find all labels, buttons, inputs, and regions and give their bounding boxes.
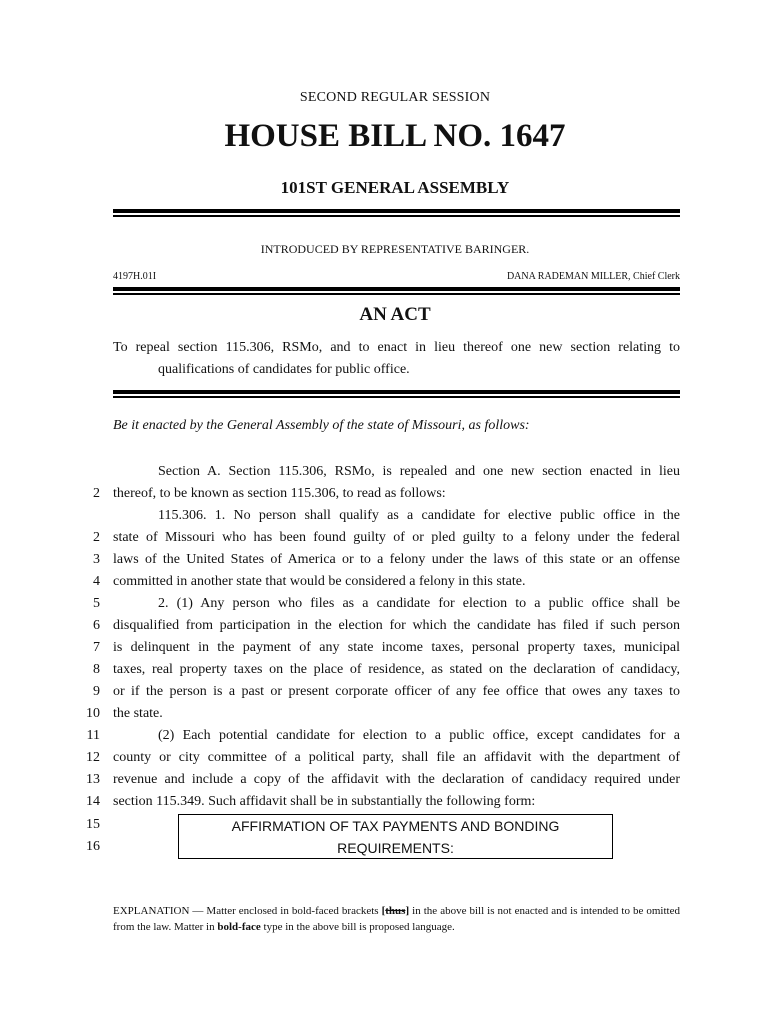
bill-line-text: 2. (1) Any person who files as a candidate for election to a public office shall be	[158, 596, 680, 611]
bill-line-text: 115.306. 1. No person shall qualify as a candidate for elective public office in the	[158, 508, 680, 523]
session-label: SECOND REGULAR SESSION	[299, 90, 491, 105]
divider-rule	[113, 390, 680, 394]
bill-line	[0, 527, 770, 549]
bill-line-text: is delinquent in the payment of any state income taxes, personal property taxes, municipal	[113, 640, 680, 655]
bill-line	[0, 791, 770, 813]
bill-line	[0, 505, 770, 527]
bill-line	[0, 593, 770, 615]
line-number: 2	[93, 486, 100, 501]
line-number: 13	[86, 772, 100, 787]
line-number: 15	[86, 817, 100, 832]
affirmation-title-line: REQUIREMENTS:	[337, 840, 454, 856]
bill-line-text: laws of the United States of America or to a felony under the laws of this state or an offense	[113, 552, 680, 567]
bill-line	[0, 747, 770, 769]
line-number: 10	[86, 706, 100, 721]
line-number: 5	[93, 596, 100, 611]
bill-line	[0, 615, 770, 637]
divider-rule	[113, 209, 680, 213]
bill-line-text: state of Missouri who has been found guilty of or pled guilty to a felony under the federal	[113, 530, 680, 545]
bill-line	[0, 637, 770, 659]
bracket-close: ]	[405, 905, 410, 917]
bill-line	[0, 571, 770, 593]
bill-line-text: committed in another state that would be considered a felony in this state.	[113, 574, 526, 589]
bill-line	[0, 461, 770, 483]
explanation-text: in the above bill is not enacted and is intended to be omitted from the law. Matter in	[113, 905, 680, 933]
line-number: 14	[86, 794, 100, 809]
bill-line-text: disqualified from participation in the election for which the candidate has filed if such person	[113, 618, 680, 633]
explanation-note	[113, 903, 680, 935]
bill-line-text: Section A. Section 115.306, RSMo, is repealed and one new section enacted in lieu	[158, 464, 680, 479]
act-description-line: qualifications of candidates for public office.	[158, 362, 410, 377]
line-number: 16	[86, 839, 100, 854]
affirmation-title-line: AFFIRMATION OF TAX PAYMENTS AND BONDING	[231, 818, 560, 834]
divider-rule	[113, 396, 680, 398]
bill-line	[0, 725, 770, 747]
bill-line-text: county or city committee of a political party, shall file an affidavit with the department of	[113, 750, 680, 765]
line-number: 8	[93, 662, 100, 677]
bill-title: HOUSE BILL NO. 1647	[224, 118, 566, 154]
line-number: 3	[93, 552, 100, 567]
struck-example: thus	[385, 905, 406, 917]
chief-clerk: DANA RADEMAN MILLER, Chief Clerk	[506, 271, 680, 282]
explanation-text: EXPLANATION — Matter enclosed in bold-faced brackets	[113, 905, 382, 917]
line-number: 9	[93, 684, 100, 699]
line-number: 4	[93, 574, 100, 589]
bill-line	[0, 769, 770, 791]
divider-rule	[113, 293, 680, 295]
explanation-text: type in the above bill is proposed language.	[260, 921, 455, 933]
line-number: 12	[86, 750, 100, 765]
bill-line-text: thereof, to be known as section 115.306, to read as follows:	[113, 486, 446, 501]
bill-line	[0, 703, 770, 725]
act-description	[113, 337, 680, 381]
divider-rule	[113, 215, 680, 217]
enacting-clause: Be it enacted by the General Assembly of the state of Missouri, as follows:	[113, 418, 530, 433]
line-number: 7	[93, 640, 100, 655]
introduced-by: INTRODUCED BY REPRESENTATIVE BARINGER.	[260, 242, 530, 256]
bill-line-text: taxes, real property taxes on the place of residence, as stated on the declaration of candidacy,	[113, 662, 680, 677]
divider-rule	[113, 287, 680, 291]
bill-line	[0, 659, 770, 681]
line-number: 6	[93, 618, 100, 633]
bracket-open: [	[381, 905, 386, 917]
assembly-label: 101ST GENERAL ASSEMBLY	[280, 178, 510, 197]
affirmation-box	[178, 814, 613, 859]
bill-line-text: revenue and include a copy of the affidavit with the declaration of candidacy required under	[113, 772, 680, 787]
bill-line-text: or if the person is a past or present corporate officer of any fee office that owes any taxes to	[113, 684, 680, 699]
line-number: 11	[86, 728, 100, 743]
bill-line-text: the state.	[113, 706, 163, 721]
bill-line-text: section 115.349. Such affidavit shall be in substantially the following form:	[113, 794, 536, 809]
act-description-line: To repeal section 115.306, RSMo, and to enact in lieu thereof one new section relating to	[113, 340, 680, 355]
bill-code: 4197H.01I	[113, 271, 157, 282]
line-number: 2	[93, 530, 100, 545]
act-heading: AN ACT	[359, 304, 431, 325]
bill-line	[0, 681, 770, 703]
bill-line-text: (2) Each potential candidate for election to a public office, except candidates for a	[158, 728, 680, 743]
bold-example: bold-face	[217, 921, 261, 933]
bill-line	[0, 549, 770, 571]
bill-line	[0, 483, 770, 505]
